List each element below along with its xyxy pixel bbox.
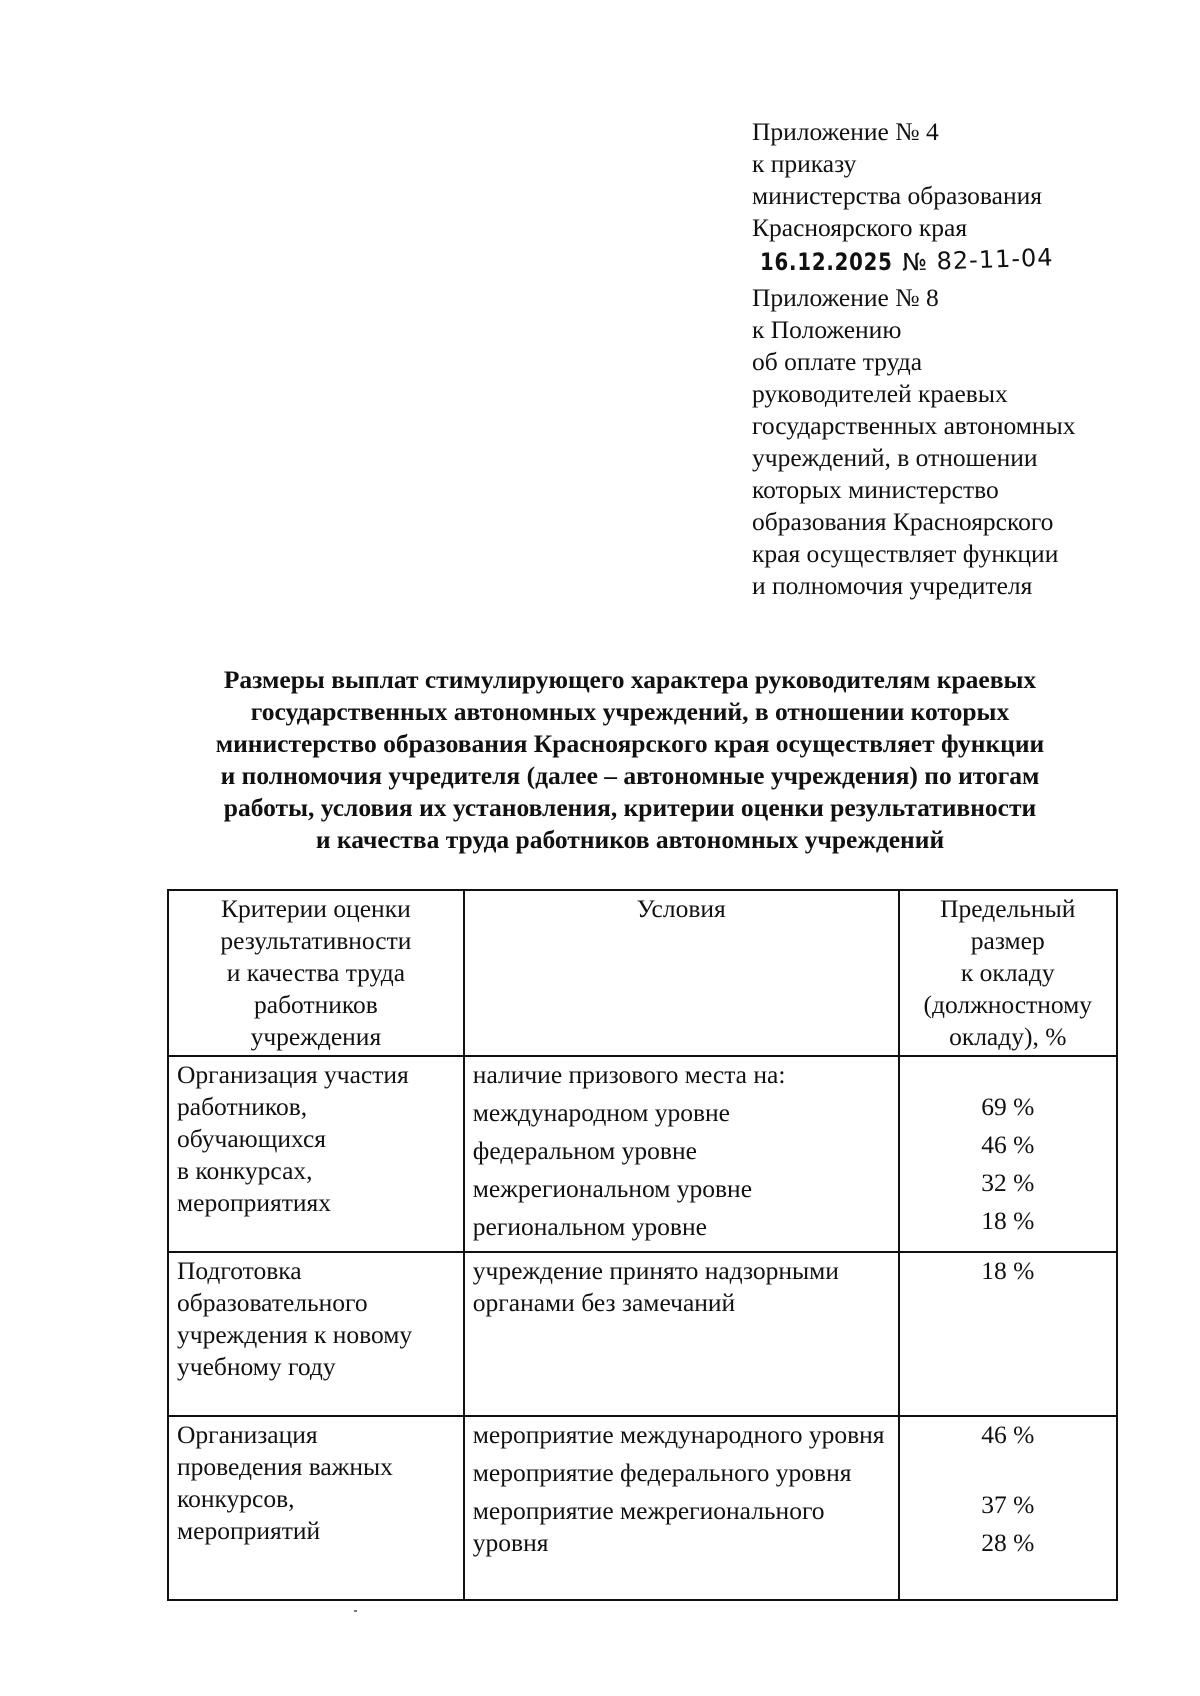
- order-date: 16.12.2025: [760, 248, 893, 276]
- table-row: [168, 1416, 1117, 1600]
- header-line: и качества труда: [226, 958, 406, 987]
- criterion-cell: [168, 1056, 464, 1252]
- conditions-cell: [464, 1416, 899, 1600]
- criterion-line: мероприятий: [177, 1516, 321, 1545]
- appendix-line: и полномочия учредителя: [752, 571, 1033, 600]
- limit-value: 69 %: [981, 1092, 1035, 1121]
- appendix-line: края осуществляет функции: [752, 539, 1059, 568]
- limit-value: 18 %: [981, 1206, 1035, 1235]
- title-line: Размеры выплат стимулирующего характера руководителям краевых: [223, 665, 1037, 694]
- header-line: к окладу: [960, 958, 1055, 987]
- table-row: [168, 1056, 1117, 1252]
- header-conditions: [464, 890, 899, 1056]
- header-line: (должностному: [923, 990, 1093, 1019]
- condition-item: учреждение принято надзорными органами без замечаний: [472, 1256, 839, 1317]
- title-line: и качества труда работников автономных учреждений: [315, 825, 945, 854]
- table-row: [168, 1252, 1117, 1416]
- values-cell: [899, 1056, 1117, 1252]
- criterion-line: работников,: [177, 1092, 308, 1121]
- title-line: государственных автономных учреждений, в отношении которых: [250, 697, 1010, 726]
- condition-item: межрегиональном уровне: [472, 1174, 753, 1203]
- appendix-line: руководителей краевых: [752, 379, 1008, 408]
- criterion-line: в конкурсах,: [177, 1156, 313, 1185]
- criterion-cell: [168, 1416, 464, 1600]
- condition-item: федеральном уровне: [472, 1136, 697, 1165]
- appendix-block: [752, 116, 1075, 602]
- header-line: результативности: [220, 926, 412, 955]
- header-limit: [899, 890, 1117, 1056]
- scan-speck: [354, 1610, 357, 1612]
- limit-value: 18 %: [981, 1256, 1035, 1285]
- header-line: Предельный: [940, 894, 1076, 923]
- condition-item: региональном уровне: [472, 1212, 707, 1241]
- handwritten-date-number: [752, 244, 1075, 278]
- criterion-cell: [168, 1252, 464, 1416]
- condition-item: мероприятие межрегионального уровня: [472, 1496, 825, 1557]
- order-number: № 82-11-04: [901, 243, 1054, 277]
- limit-value: 46 %: [981, 1420, 1035, 1449]
- title-line: работы, условия их установления, критерии оценки результативности: [223, 793, 1037, 822]
- condition-item: мероприятие федерального уровня: [472, 1458, 852, 1487]
- criterion-line: Организация участия: [177, 1060, 409, 1089]
- appendix-line: к Положению: [752, 315, 902, 344]
- values-cell: [899, 1252, 1117, 1416]
- limit-value: 32 %: [981, 1168, 1035, 1197]
- values-cell: [899, 1416, 1117, 1600]
- document-title: [150, 664, 1110, 856]
- appendix-line: Приложение № 8: [752, 283, 939, 312]
- condition-intro: наличие призового места на:: [472, 1060, 786, 1089]
- appendix-line: учреждений, в отношении: [752, 443, 1038, 472]
- header-line: Условия: [636, 894, 726, 923]
- criterion-line: учебному году: [177, 1352, 336, 1381]
- appendix-line: государственных автономных: [752, 411, 1076, 440]
- criterion-line: проведения важных: [177, 1452, 393, 1481]
- limit-value: 37 %: [981, 1490, 1035, 1519]
- appendix-line: образования Красноярского: [752, 507, 1054, 536]
- criterion-line: обучающихся: [177, 1124, 327, 1153]
- criterion-line: Организация: [177, 1420, 318, 1449]
- condition-item: международном уровне: [472, 1098, 730, 1127]
- criterion-line: образовательного: [177, 1288, 368, 1317]
- header-line: размер: [970, 926, 1045, 955]
- title-line: и полномочия учредителя (далее – автономные учреждения) по итогам: [220, 761, 1040, 790]
- appendix-line: которых министерство: [752, 475, 999, 504]
- header-line: Критерии оценки: [221, 894, 411, 923]
- header-line: окладу), %: [949, 1022, 1067, 1051]
- header-criteria: [168, 890, 464, 1056]
- criterion-line: конкурсов,: [177, 1484, 295, 1513]
- appendix-line: к приказу: [752, 149, 857, 178]
- header-line: работников: [254, 990, 378, 1019]
- title-line: министерство образования Красноярского края осуществляет функции: [215, 729, 1045, 758]
- appendix-line: об оплате труда: [752, 347, 923, 376]
- criterion-line: мероприятиях: [177, 1188, 331, 1217]
- conditions-cell: [464, 1056, 899, 1252]
- condition-item: мероприятие международного уровня: [472, 1420, 885, 1449]
- appendix-line: Красноярского края: [752, 213, 968, 242]
- appendix-line: министерства образования: [752, 181, 1042, 210]
- appendix-line: Приложение № 4: [752, 117, 939, 146]
- limit-value: 28 %: [981, 1528, 1035, 1557]
- limit-value: 46 %: [981, 1130, 1035, 1159]
- table-header-row: [168, 890, 1117, 1056]
- criterion-line: учреждения к новому: [177, 1320, 413, 1349]
- criterion-line: Подготовка: [177, 1256, 302, 1285]
- header-line: учреждения: [250, 1022, 382, 1051]
- criteria-table: [167, 889, 1118, 1601]
- conditions-cell: [464, 1252, 899, 1416]
